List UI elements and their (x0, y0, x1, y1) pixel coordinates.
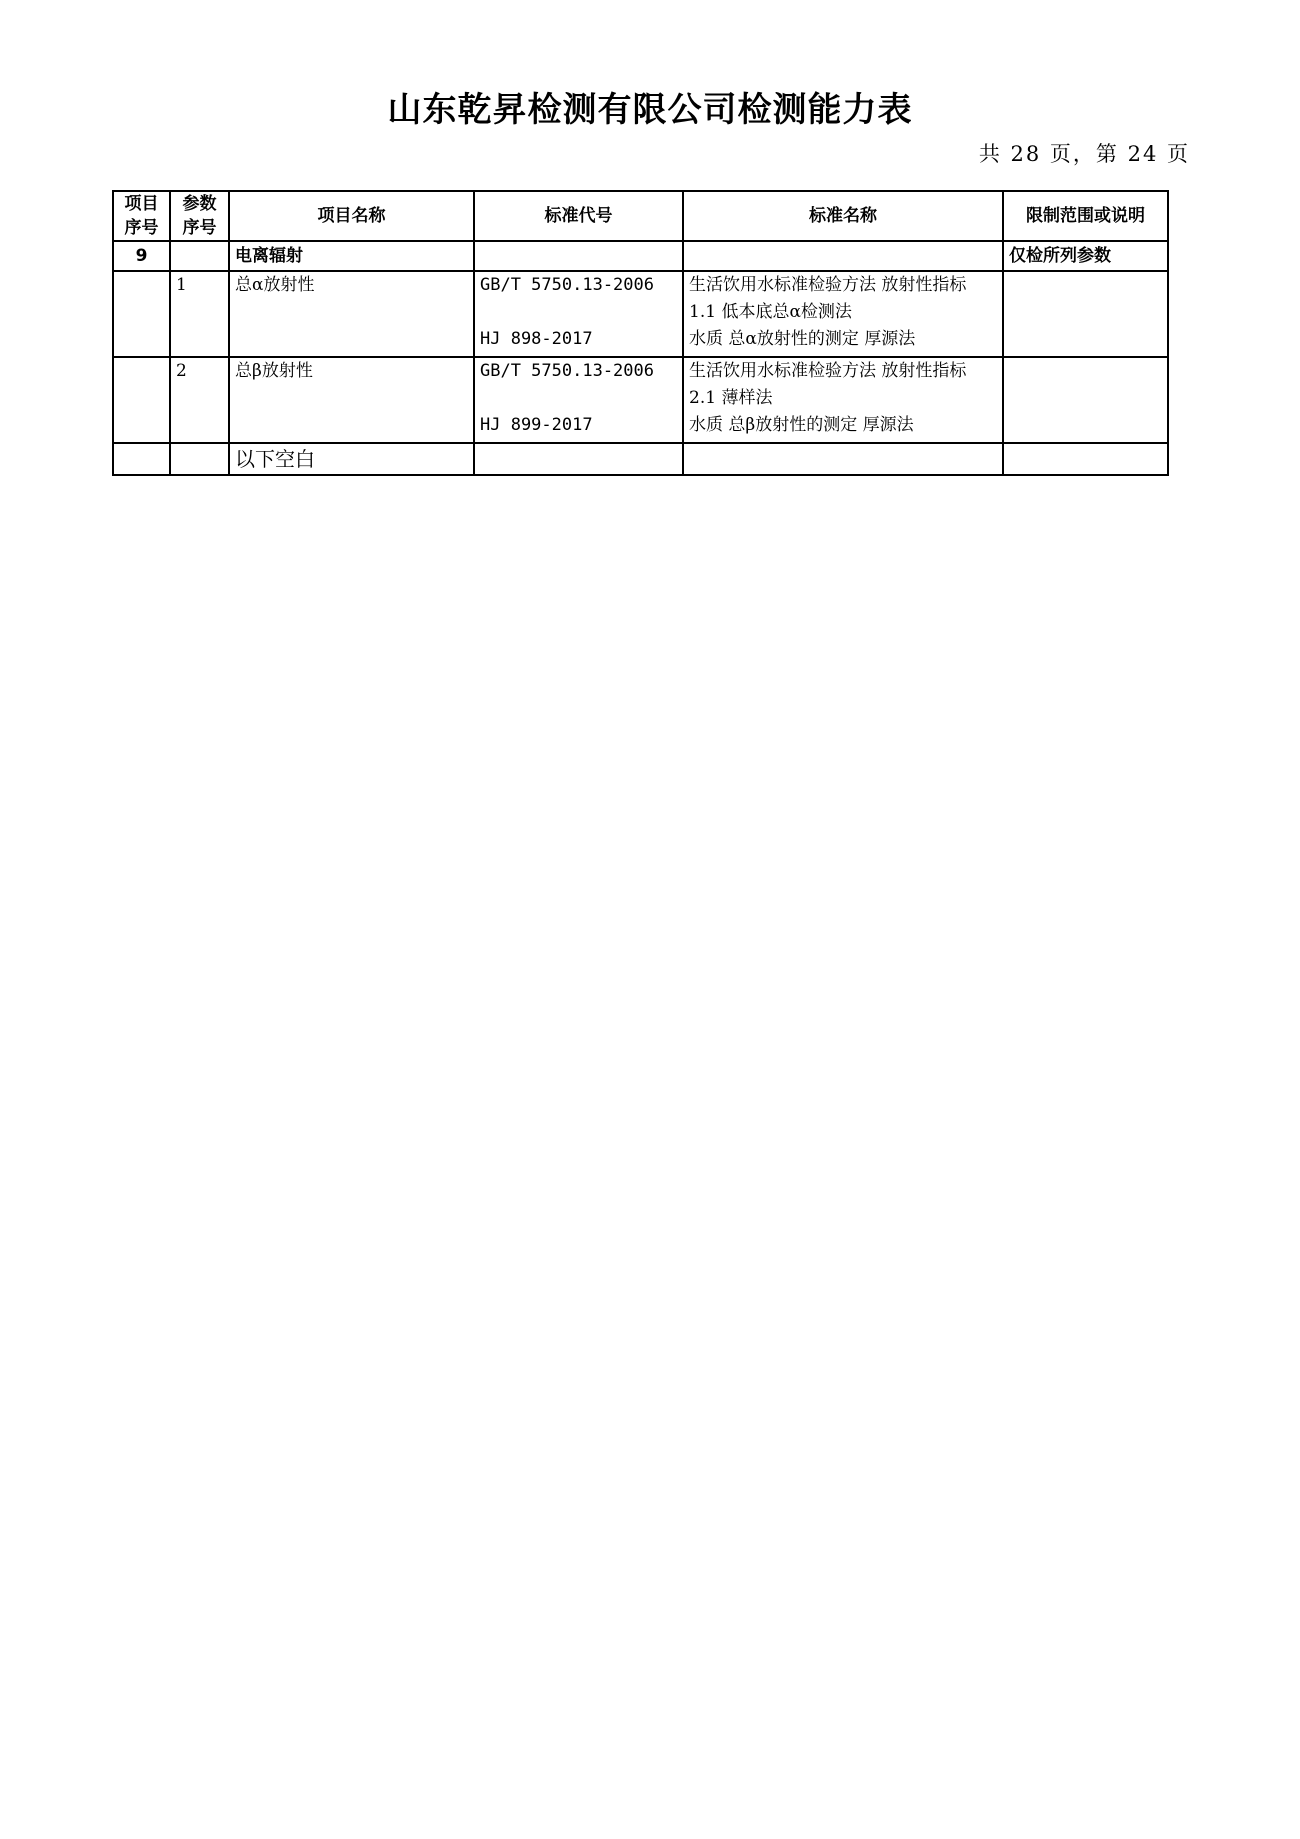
end-note-empty (1003, 443, 1168, 475)
row-param-no: 2 (170, 357, 229, 443)
row-note (1003, 271, 1168, 357)
table-header-row (113, 191, 1168, 241)
page-number: 共 28 页，第 24 页 (978, 142, 1190, 166)
category-name: 电离辐射 (229, 241, 474, 271)
std-code-1: GB/T 5750.13-2006 (480, 275, 654, 295)
std-name-2: 水质 总β放射性的测定 厚源法 (689, 415, 914, 435)
header-item-name: 项目名称 (229, 191, 474, 241)
row-item-no (113, 271, 170, 357)
std-code-2: HJ 899-2017 (480, 415, 593, 435)
row-item-no (113, 357, 170, 443)
row-item-name: 总α放射性 (229, 271, 474, 357)
row-std-code (474, 271, 683, 357)
end-text: 以下空白 (229, 443, 474, 475)
std-code-1: GB/T 5750.13-2006 (480, 361, 654, 381)
std-code-2: HJ 898-2017 (480, 329, 593, 349)
header-std-code: 标准代号 (474, 191, 683, 241)
row-item-name: 总β放射性 (229, 357, 474, 443)
end-row (113, 443, 1168, 475)
header-std-name: 标准名称 (683, 191, 1003, 241)
table-row (113, 271, 1168, 357)
category-code-empty (474, 241, 683, 271)
category-param-empty (170, 241, 229, 271)
capability-table (112, 190, 1169, 476)
page-title: 山东乾昇检测有限公司检测能力表 (387, 90, 913, 130)
end-stdname-empty (683, 443, 1003, 475)
row-std-name (683, 357, 1003, 443)
std-name-1: 生活饮用水标准检验方法 放射性指标 2.1 薄样法 (689, 361, 967, 408)
std-name-1: 生活饮用水标准检验方法 放射性指标 1.1 低本底总α检测法 (689, 275, 967, 322)
row-param-no: 1 (170, 271, 229, 357)
row-note (1003, 357, 1168, 443)
end-item-no (113, 443, 170, 475)
header-param-no: 参数序号 (170, 191, 229, 241)
end-code-empty (474, 443, 683, 475)
header-item-no: 项目序号 (113, 191, 170, 241)
category-row (113, 241, 1168, 271)
std-name-2: 水质 总α放射性的测定 厚源法 (689, 329, 916, 349)
category-no: 9 (113, 241, 170, 271)
category-stdname-empty (683, 241, 1003, 271)
category-note: 仅检所列参数 (1003, 241, 1168, 271)
header-note: 限制范围或说明 (1003, 191, 1168, 241)
table-row (113, 357, 1168, 443)
row-std-name (683, 271, 1003, 357)
end-param-no (170, 443, 229, 475)
row-std-code (474, 357, 683, 443)
